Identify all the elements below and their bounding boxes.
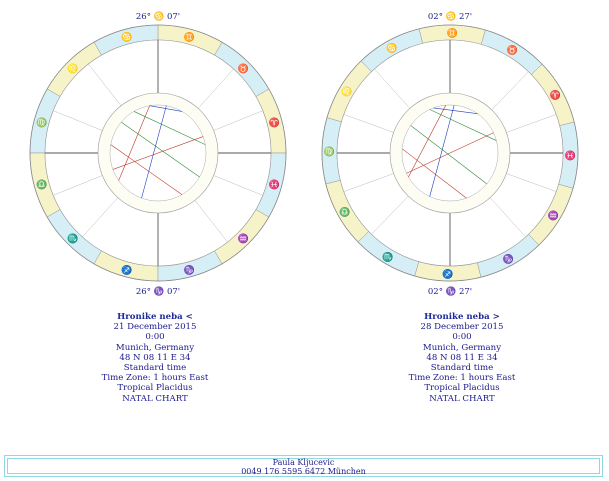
sign-glyph-icon: ♉ [506, 46, 518, 57]
chart-type: NATAL CHART [429, 393, 495, 404]
sign-glyph-icon: ♌ [341, 87, 353, 98]
sign-glyph-icon: ♍ [323, 147, 336, 158]
sign-glyph-icon: ♒ [547, 211, 559, 222]
sign-glyph-icon: ♍ [35, 118, 48, 129]
footer-inner [7, 458, 600, 474]
chart-place: Munich, Germany [115, 342, 195, 353]
sign-glyph-icon: ♑ [502, 254, 515, 265]
sign-glyph-icon: ♒ [237, 234, 249, 245]
sign-glyph-icon: ♑ [183, 265, 195, 276]
sign-glyph-icon: ♐ [121, 265, 133, 276]
chart-wheel-right-graphic [306, 6, 594, 296]
sign-glyph-icon: ♈ [549, 91, 562, 102]
chart-type: NATAL CHART [122, 393, 188, 404]
chart-timezone: Time Zone: 1 hours East [101, 373, 209, 384]
footer-name: Paula Kljucevic [272, 458, 335, 467]
chart-wheel-left [14, 6, 302, 296]
chart-wheel-left-graphic [14, 6, 302, 296]
sign-glyph-icon: ♎ [35, 180, 48, 191]
sign-glyph-icon: ♊ [446, 29, 458, 40]
chart-time-type: Standard time [123, 363, 187, 374]
chart-date: 21 December 2015 [113, 322, 197, 333]
chart-time: 0:00 [145, 332, 165, 343]
sign-glyph-icon: ♏ [382, 252, 394, 263]
chart-coords: 48 N 08 11 E 34 [426, 352, 498, 363]
chart-place: Munich, Germany [422, 342, 502, 353]
sign-glyph-icon: ♊ [183, 33, 195, 44]
bottom-cusp-label: 26° ♑ 07' [135, 287, 181, 296]
sign-glyph-icon: ♓ [268, 180, 281, 191]
footer-contact: 0049 176 5595 6472 München [241, 466, 366, 476]
zodiac-wheel [30, 25, 286, 281]
chart-time-type: Standard time [430, 363, 494, 374]
chart-info-right [362, 312, 562, 404]
chart-info-left [55, 312, 255, 404]
chart-system: Tropical Placidus [424, 383, 500, 394]
chart-coords: 48 N 08 11 E 34 [119, 352, 191, 363]
footer-box [4, 455, 603, 477]
chart-timezone: Time Zone: 1 hours East [408, 373, 516, 384]
sign-glyph-icon: ♓ [564, 151, 577, 162]
sign-glyph-icon: ♈ [268, 118, 281, 129]
sign-glyph-icon: ♌ [67, 64, 79, 75]
chart-time: 0:00 [452, 332, 472, 343]
zodiac-wheel [322, 25, 578, 281]
sign-glyph-icon: ♋ [121, 33, 133, 44]
chart-title: Hronike neba < [117, 312, 193, 322]
top-cusp-label: 02° ♋ 27' [427, 12, 473, 22]
chart-title: Hronike neba > [424, 312, 500, 322]
sign-glyph-icon: ♏ [67, 234, 79, 245]
sign-glyph-icon: ♋ [385, 44, 398, 55]
sign-glyph-icon: ♉ [237, 64, 249, 75]
sign-glyph-icon: ♎ [338, 207, 351, 218]
chart-system: Tropical Placidus [117, 383, 193, 394]
top-cusp-label: 26° ♋ 07' [135, 12, 181, 22]
chart-date: 28 December 2015 [420, 322, 504, 333]
sign-glyph-icon: ♐ [442, 269, 454, 280]
bottom-cusp-label: 02° ♑ 27' [427, 287, 473, 296]
chart-wheel-right [306, 6, 594, 296]
